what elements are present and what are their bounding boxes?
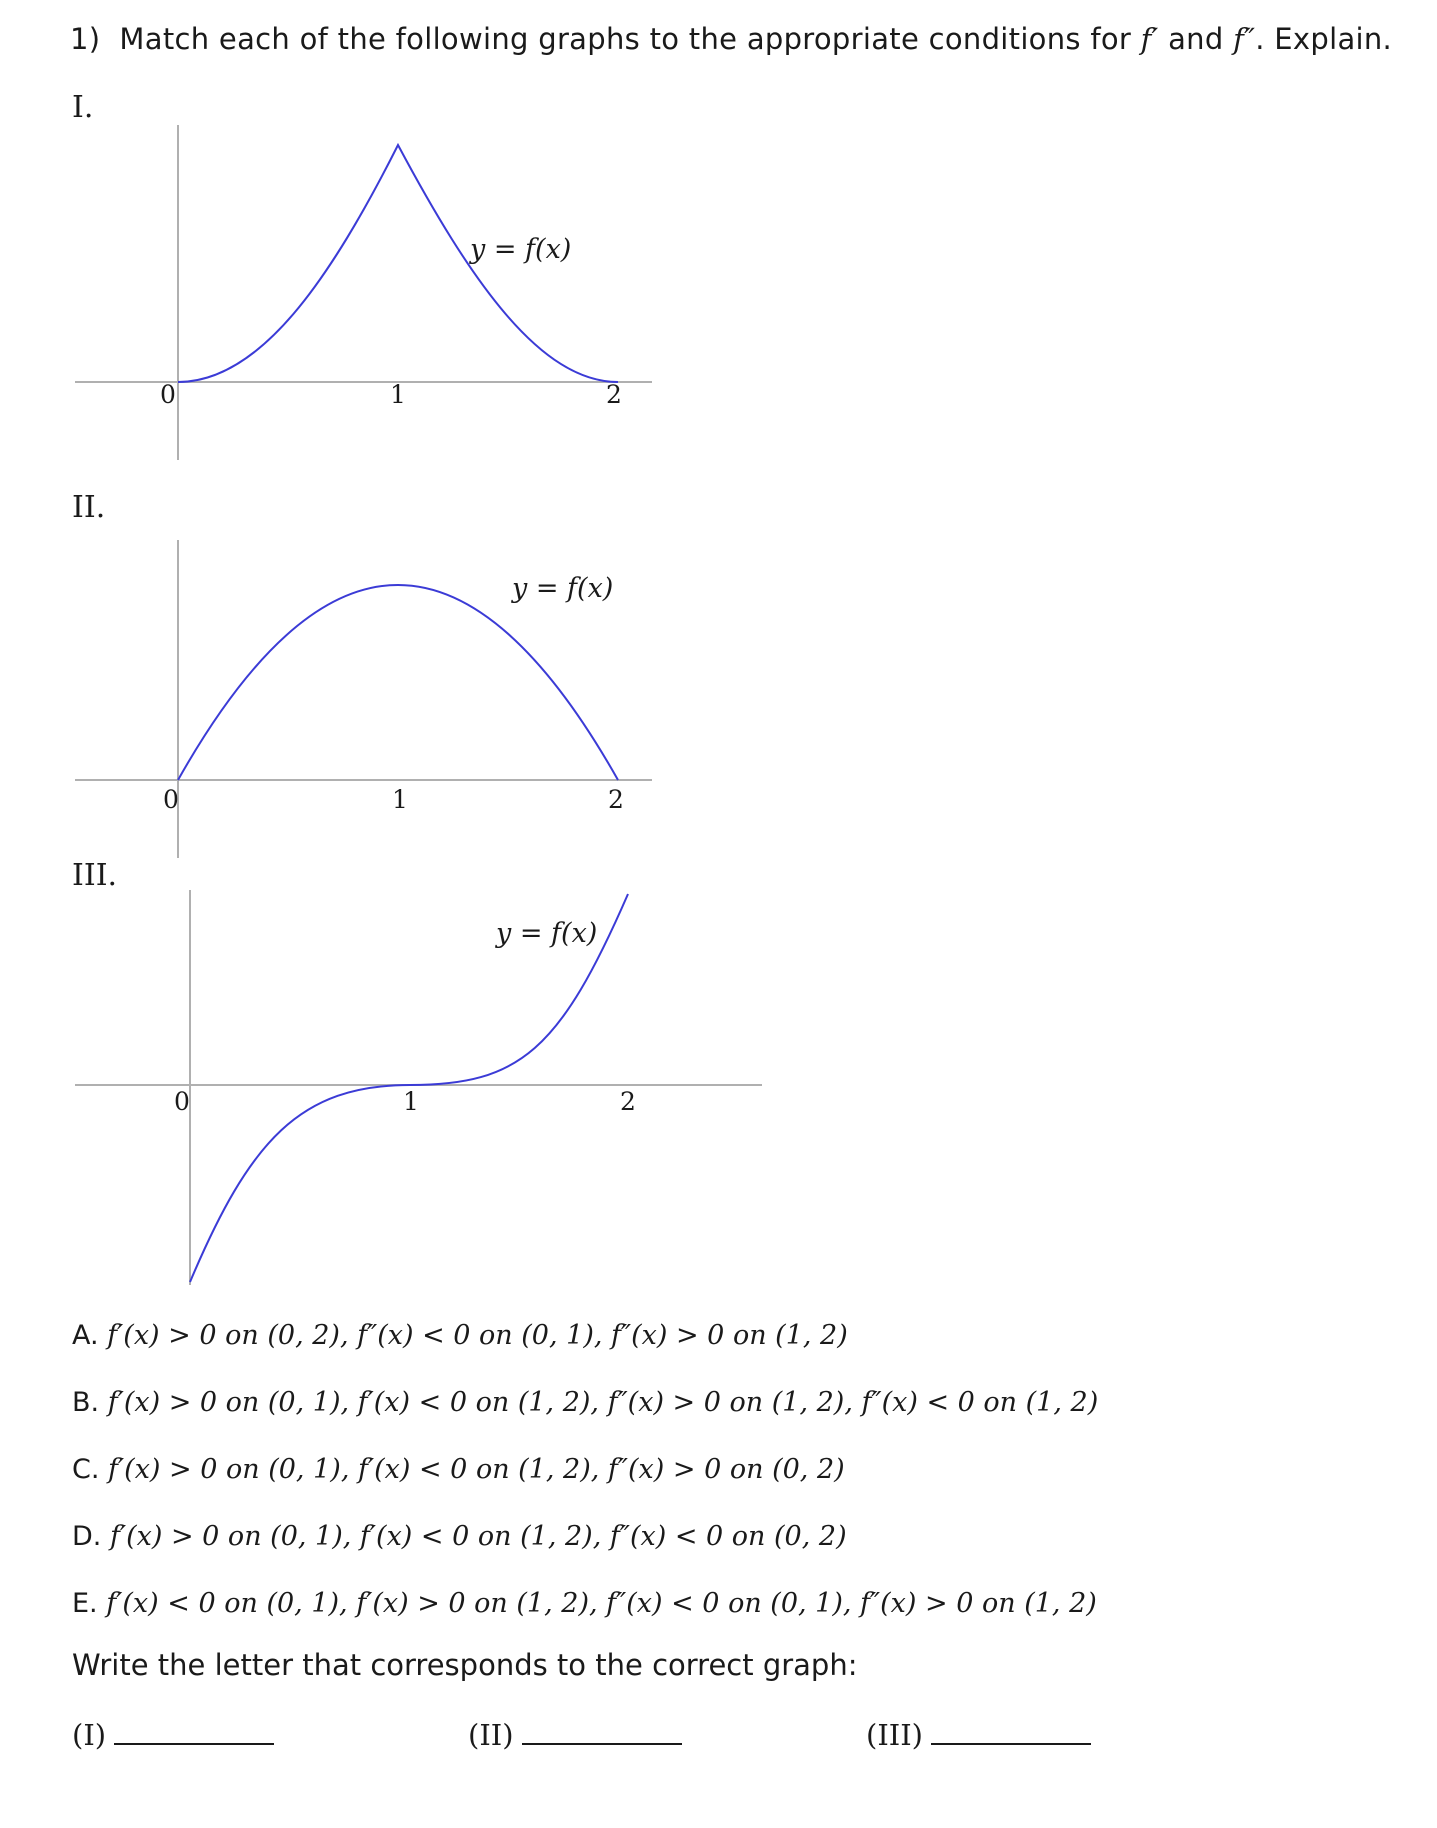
graph-2-tick-2: 2: [608, 785, 624, 814]
graph-2-tick-1: 1: [392, 785, 408, 814]
option-e: [72, 1588, 1097, 1619]
graph-1: [0, 0, 700, 470]
graph-3-curve-label: y = f(x): [496, 918, 598, 949]
option-e-letter: E.: [72, 1588, 98, 1619]
graph-3-tick-1: 1: [403, 1087, 419, 1116]
option-c-text: f′(x) > 0 on (0, 1), f′(x) < 0 on (1, 2), f″(x) > 0 on (0, 2): [108, 1454, 845, 1485]
graph-2-label: II.: [72, 490, 106, 525]
question-tail: . Explain.: [1255, 22, 1393, 56]
graph-2: [0, 500, 700, 870]
option-a-letter: A.: [72, 1320, 99, 1351]
question-number: 1): [70, 22, 101, 56]
answer-iii: [866, 1718, 1091, 1752]
answer-ii-label: (II): [468, 1718, 514, 1752]
option-b-text: f′(x) > 0 on (0, 1), f′(x) < 0 on (1, 2), f″(x) > 0 on (1, 2), f″(x) < 0 on (1, 2): [107, 1387, 1099, 1418]
option-a: [72, 1320, 848, 1351]
graph-1-tick-1: 1: [390, 380, 406, 409]
option-b-letter: B.: [72, 1387, 100, 1418]
graph-2-curve: [178, 585, 618, 780]
answer-i: [72, 1718, 274, 1752]
option-a-text: f′(x) > 0 on (0, 2), f″(x) < 0 on (0, 1), f″(x) > 0 on (1, 2): [107, 1320, 848, 1351]
and-word: and: [1168, 22, 1224, 56]
answer-i-label: (I): [72, 1718, 107, 1752]
graph-1-tick-2: 2: [606, 380, 622, 409]
option-e-text: f′(x) < 0 on (0, 1), f′(x) > 0 on (1, 2), f″(x) < 0 on (0, 1), f″(x) > 0 on (1, 2): [106, 1588, 1097, 1619]
graph-3-label: III.: [72, 858, 118, 893]
answer-ii: [468, 1718, 682, 1752]
f-double-prime-symbol: f″: [1233, 22, 1256, 56]
answer-iii-label: (III): [866, 1718, 923, 1752]
answer-ii-blank[interactable]: [522, 1721, 682, 1745]
option-d-text: f′(x) > 0 on (0, 1), f′(x) < 0 on (1, 2), f″(x) < 0 on (0, 2): [109, 1521, 847, 1552]
option-d-letter: D.: [72, 1521, 102, 1552]
graph-2-curve-label: y = f(x): [512, 573, 614, 604]
f-prime-symbol: f′: [1140, 22, 1159, 56]
graph-3-tick-0: 0: [174, 1087, 190, 1116]
option-c-letter: C.: [72, 1454, 100, 1485]
graph-1-curve-label: y = f(x): [470, 234, 572, 265]
answer-i-blank[interactable]: [114, 1721, 274, 1745]
graph-3-tick-2: 2: [620, 1087, 636, 1116]
option-d: [72, 1521, 847, 1552]
option-b: [72, 1387, 1098, 1418]
graph-2-tick-0: 0: [163, 785, 179, 814]
graph-1-tick-0: 0: [160, 380, 176, 409]
answer-iii-blank[interactable]: [931, 1721, 1091, 1745]
option-c: [72, 1454, 845, 1485]
question-body: Match each of the following graphs to the appropriate conditions for: [119, 22, 1132, 56]
answer-prompt: Write the letter that corresponds to the correct graph:: [72, 1648, 858, 1682]
graph-3: [0, 880, 800, 1300]
graph-1-label: I.: [72, 90, 94, 125]
